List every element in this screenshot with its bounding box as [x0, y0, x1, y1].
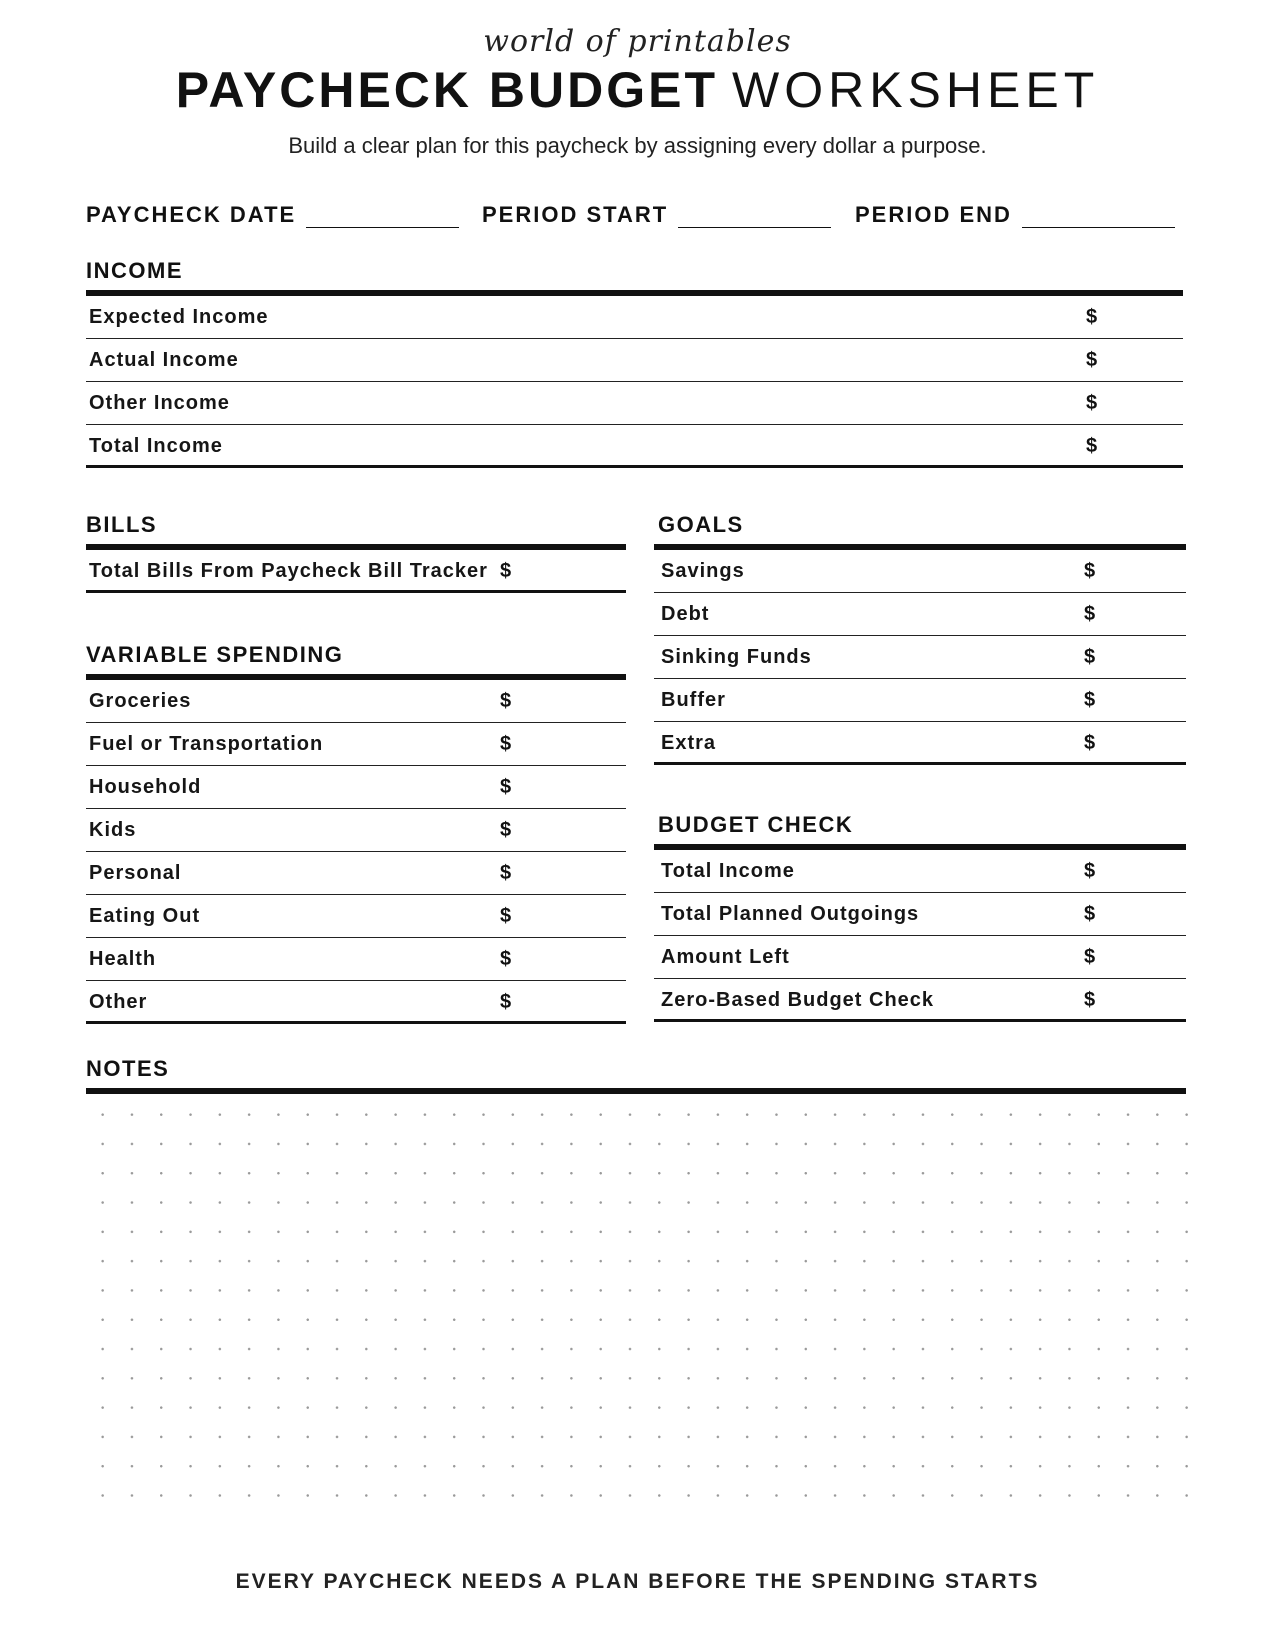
period-start-line[interactable] [678, 207, 831, 228]
goals-row[interactable] [654, 550, 1186, 593]
dollar-sign: $ [500, 819, 512, 841]
row-label: Total Bills From Paycheck Bill Tracker [89, 560, 488, 582]
dollar-sign: $ [1084, 903, 1096, 925]
title-bold: PAYCHECK BUDGET [175, 62, 719, 118]
goals-row[interactable] [654, 679, 1186, 722]
row-label: Personal [89, 862, 182, 884]
brand-script: world of printables [483, 24, 792, 59]
dollar-sign: $ [500, 948, 512, 970]
goals-row[interactable] [654, 636, 1186, 679]
variable-spending-row[interactable] [86, 680, 626, 723]
page-subtitle: Build a clear plan for this paycheck by assigning every dollar a purpose. [288, 133, 987, 158]
budget-check-title: BUDGET CHECK [658, 812, 854, 837]
row-label: Eating Out [89, 905, 201, 927]
period-end-field[interactable] [855, 198, 1175, 228]
income-title: INCOME [86, 258, 183, 283]
variable-spending-row[interactable] [86, 852, 626, 895]
goals-title: GOALS [658, 512, 744, 537]
dollar-sign: $ [1084, 860, 1096, 882]
variable-spending-row[interactable] [86, 723, 626, 766]
row-label: Buffer [661, 689, 726, 711]
dollar-sign: $ [1086, 306, 1098, 328]
row-label: Total Planned Outgoings [661, 903, 920, 925]
budget-check-section [654, 810, 1186, 1022]
bills-row[interactable] [86, 550, 626, 593]
budget-check-row[interactable] [654, 850, 1186, 893]
goals-section [654, 510, 1186, 765]
income-section [86, 256, 1183, 468]
footer-tagline: EVERY PAYCHECK NEEDS A PLAN BEFORE THE SPENDING STARTS [235, 1570, 1040, 1593]
row-label: Health [89, 948, 157, 970]
variable-spending-row[interactable] [86, 895, 626, 938]
dollar-sign: $ [500, 690, 512, 712]
dollar-sign: $ [1084, 560, 1096, 582]
dollar-sign: $ [1084, 732, 1096, 754]
notes-rule [86, 1088, 1186, 1094]
dollar-sign: $ [1084, 603, 1096, 625]
notes-section [86, 1054, 1186, 1094]
goals-row[interactable] [654, 593, 1186, 636]
notes-title: NOTES [86, 1056, 170, 1081]
row-label: Amount Left [661, 946, 790, 968]
row-label: Expected Income [89, 306, 269, 328]
row-label: Household [89, 776, 202, 798]
variable-spending-row[interactable] [86, 981, 626, 1024]
dollar-sign: $ [500, 733, 512, 755]
variable-spending-row[interactable] [86, 938, 626, 981]
income-row[interactable] [86, 339, 1183, 382]
row-label: Total Income [661, 860, 795, 882]
title-light: WORKSHEET [732, 62, 1100, 118]
paycheck-date-field[interactable] [86, 198, 459, 228]
dollar-sign: $ [500, 560, 512, 582]
period-end-line[interactable] [1022, 207, 1175, 228]
goals-row[interactable] [654, 722, 1186, 765]
dollar-sign: $ [500, 905, 512, 927]
row-label: Savings [661, 560, 745, 582]
page-title [0, 62, 1275, 118]
variable-spending-section [86, 640, 626, 1024]
dollar-sign: $ [1084, 689, 1096, 711]
row-label: Other Income [89, 392, 230, 414]
row-label: Actual Income [89, 349, 239, 371]
dollar-sign: $ [1084, 646, 1096, 668]
budget-check-row[interactable] [654, 979, 1186, 1022]
variable-spending-row[interactable] [86, 809, 626, 852]
row-label: Sinking Funds [661, 646, 812, 668]
dollar-sign: $ [500, 776, 512, 798]
row-label: Zero-Based Budget Check [661, 989, 935, 1011]
row-label: Kids [89, 819, 137, 841]
row-label: Fuel or Transportation [89, 733, 324, 755]
row-label: Groceries [89, 690, 192, 712]
paycheck-date-label: PAYCHECK DATE [86, 202, 297, 227]
budget-check-row[interactable] [654, 893, 1186, 936]
row-label: Debt [661, 603, 710, 625]
income-row[interactable] [86, 425, 1183, 468]
period-start-field[interactable] [482, 198, 831, 228]
dollar-sign: $ [1084, 989, 1096, 1011]
row-label: Extra [661, 732, 717, 754]
dollar-sign: $ [1086, 435, 1098, 457]
income-row[interactable] [86, 382, 1183, 425]
budget-check-row[interactable] [654, 936, 1186, 979]
variable-spending-title: VARIABLE SPENDING [86, 642, 344, 667]
dollar-sign: $ [1086, 392, 1098, 414]
dollar-sign: $ [500, 991, 512, 1013]
row-label: Other [89, 991, 148, 1013]
period-end-label: PERIOD END [855, 202, 1012, 227]
dollar-sign: $ [1084, 946, 1096, 968]
income-row[interactable] [86, 296, 1183, 339]
bills-section [86, 510, 626, 593]
period-start-label: PERIOD START [482, 202, 669, 227]
row-label: Total Income [89, 435, 223, 457]
variable-spending-row[interactable] [86, 766, 626, 809]
dollar-sign: $ [500, 862, 512, 884]
dollar-sign: $ [1086, 349, 1098, 371]
paycheck-date-line[interactable] [306, 207, 459, 228]
bills-title: BILLS [86, 512, 158, 537]
notes-dot-grid[interactable] [88, 1100, 1188, 1520]
